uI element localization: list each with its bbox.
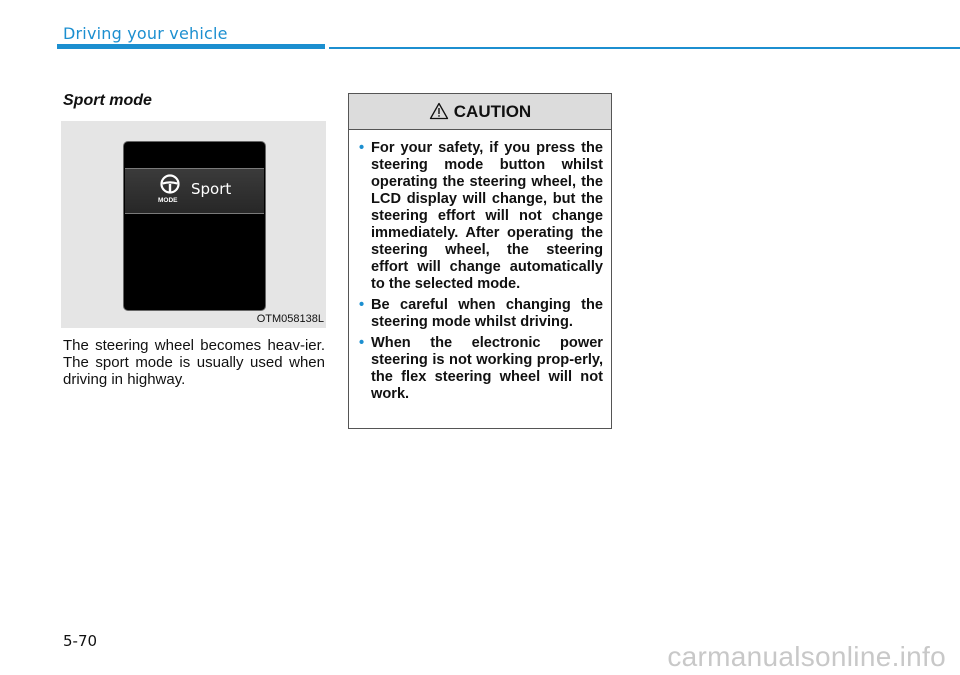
section-header: Driving your vehicle xyxy=(63,24,228,43)
caution-header xyxy=(349,94,611,130)
header-rule-thin xyxy=(329,47,960,49)
caution-list xyxy=(349,130,611,403)
lcd-display xyxy=(123,141,266,311)
watermark: carmanualsonline.info xyxy=(667,641,946,672)
caution-title: CAUTION xyxy=(453,101,532,121)
caution-item-text: For your safety, if you press the steering mode button whilst operating the steering wheel, the LCD display will change, but the steering effort will not change immediately. After operating the steering wheel, the steering effort will change automatically to the selected mode. xyxy=(371,140,603,292)
lcd-mode-band xyxy=(125,168,264,214)
warning-triangle-icon xyxy=(429,102,449,120)
caution-item xyxy=(359,140,603,293)
body-text: The steering wheel becomes heav-ier. The sport mode is usually used when driving in highway. xyxy=(63,337,325,388)
page-number: 5-70 xyxy=(63,632,98,650)
sport-label: Sport xyxy=(191,180,232,198)
caution-item-text: When the electronic power steering is not working prop-erly, the flex steering wheel will not work. xyxy=(371,335,603,402)
subsection-title: Sport mode xyxy=(63,92,152,109)
bullet: • xyxy=(359,335,365,351)
steering-wheel-icon xyxy=(157,173,183,195)
caution-box xyxy=(348,93,612,429)
caution-item-text: Be careful when changing the steering mode whilst driving. xyxy=(371,297,603,330)
figure-code: OTM058138L xyxy=(256,313,324,325)
caution-item xyxy=(359,297,603,331)
bullet: • xyxy=(359,297,365,313)
mode-label: MODE xyxy=(158,197,178,204)
caution-item xyxy=(359,335,603,403)
figure-sport-mode xyxy=(61,121,326,328)
bullet: • xyxy=(359,140,365,156)
header-rule-thick xyxy=(57,44,325,49)
